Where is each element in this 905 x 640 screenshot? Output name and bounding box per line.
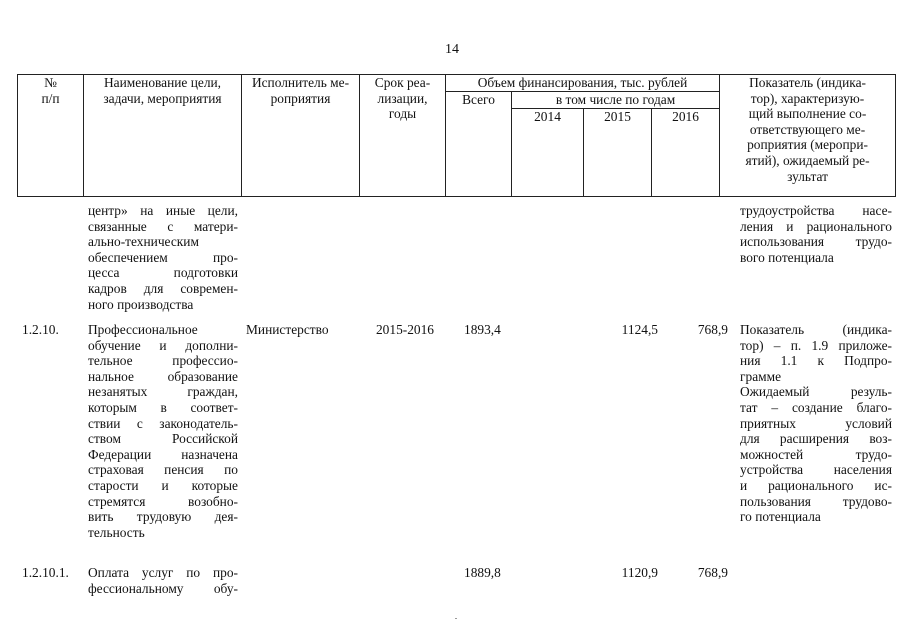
row-1-2015: 1124,5	[621, 322, 658, 337]
scan-speck	[455, 618, 457, 619]
header-num: № п/п	[18, 75, 84, 197]
header-funding: Объем финансирования, тыс. рублей	[446, 75, 720, 92]
header-year-2015: 2015	[584, 109, 652, 197]
row-1-executor: Министерство	[246, 322, 329, 337]
header-by-years: в том числе по годам	[512, 92, 720, 109]
header-year-2016: 2016	[652, 109, 720, 197]
header-name: Наименование цели, задачи, мероприятия	[84, 75, 242, 197]
continuation-indicator: трудоустройства насе- ления и рационального использования трудо- вого потенциала	[740, 203, 892, 265]
row-1-indicator: Показатель (индика- тор) – п. 1.9 приложе- ния 1.1 к Подпро- грамме Ожидаемый резуль- тат – создание благо- приятных условий для расширения воз- можностей трудо- устройства населения и рационального ис- пользования трудово- го потенциала	[740, 322, 892, 525]
header-executor: Исполнитель ме- роприятия	[242, 75, 360, 197]
continuation-name: центр» на иные цели, связанные с матери- ально-техническим обеспечением про- цесса подготовки кадров для современ- ного производства	[88, 203, 238, 312]
header-indicator: Показатель (индика- тор), характеризую- щий выполнение со- ответствующего ме- роприятия (меропри- ятий), ожидаемый ре- зультат	[720, 75, 896, 197]
header-term: Срок реа- лизации, годы	[360, 75, 446, 197]
row-1-name: Профессиональное обучение и дополни- тельное профессио- нальное образование незанятых граждан, которым в соответ- ствии с законодатель- ством Российской Федерации назначена страховая пенсия по старости и которые стремятся возобно- вить трудовую дея- тельность	[88, 322, 238, 540]
page-number: 14	[445, 42, 459, 57]
row-1-term: 2015-2016	[375, 322, 435, 337]
header-year-2014: 2014	[512, 109, 584, 197]
row-1-2016: 768,9	[697, 322, 728, 337]
row-2-2016: 768,9	[697, 565, 728, 580]
row-1-num: 1.2.10.	[22, 322, 59, 337]
table-header	[17, 74, 896, 197]
row-2-total: 1889,8	[464, 565, 501, 580]
row-2-2015: 1120,9	[621, 565, 658, 580]
row-2-name: Оплата услуг по про- фессиональному обу-	[88, 565, 238, 596]
row-2-num: 1.2.10.1.	[22, 565, 69, 580]
header-total: Всего	[446, 92, 512, 197]
row-1-total: 1893,4	[464, 322, 501, 337]
